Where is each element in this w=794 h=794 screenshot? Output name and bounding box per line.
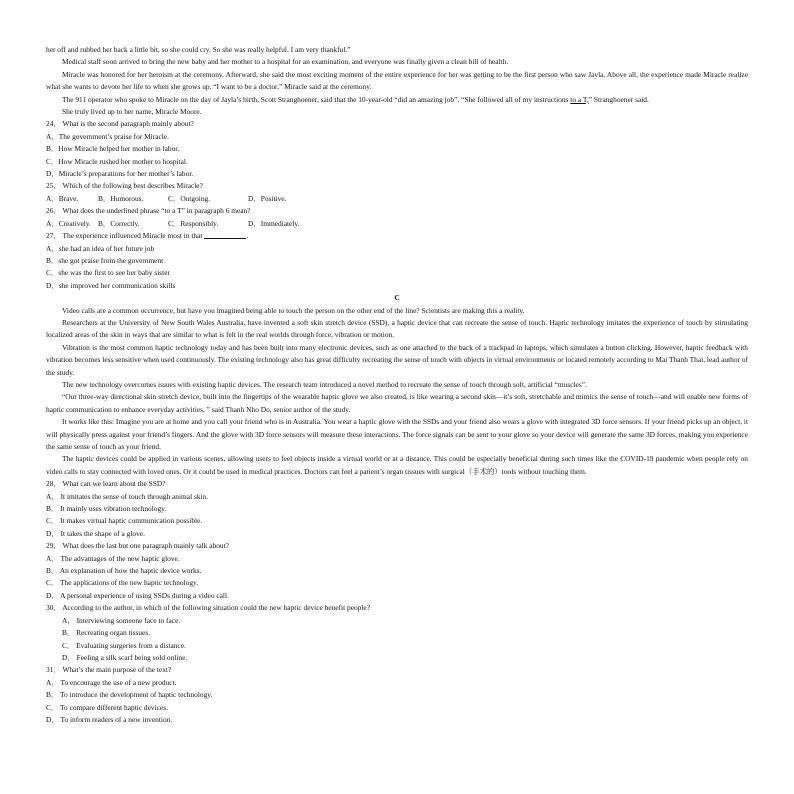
question-31-option-b: B． To introduce the development of haptic technology.: [46, 690, 213, 700]
question-26-stem: 26． What does the underlined phrase “to a T” in paragraph 6 mean?: [46, 206, 251, 216]
question-25-option-a: A．Brave.: [46, 193, 79, 203]
question-29-option-d: D． A personal experience of using SSDs during a video call.: [46, 590, 229, 600]
operator-quote-text: The 911 operator who spoke to Miracle on the day of Jayla’s birth, Scott Stranghoener, said that the 10-year-old “did an amazing job”. “She followed all of my instructions: [62, 94, 569, 104]
question-25-option-c: C．Outgoing.: [168, 193, 211, 203]
question-25-stem: 25． Which of the following best describes Miracle?: [46, 181, 203, 191]
question-27-option-d: D．she improved her communication skills: [46, 280, 176, 290]
passage-c-paragraph-5: “Our three-way directional skin stretch device, built into the fingertips of the wearable haptic glove we also created, is like wearing a second skin—it’s soft, stretchable and mimics the sense of touch—and will enable new forms of haptic communication to enhance everyday activities, ” said Thanh Nho Do, senior author of the study.: [46, 392, 748, 414]
question-25-options: [46, 193, 748, 205]
question-28-stem: 28． What can we learn about the SSD?: [46, 479, 166, 489]
question-31-option-a: A． To encourage the use of a new product.: [46, 677, 177, 687]
question-24-option-b: B．How Miracle helped her mother in labor.: [46, 144, 180, 154]
question-26-option-d: D．Immediately.: [248, 218, 300, 228]
passage-c-paragraph-6: It works like this: Imagine you are at home and you call your friend who is in Australia. You wear a haptic glove with the SSDs and your friend also wears a glove with integrated 3D force sensors. If your friend picks up an object, it will physically press against your friend’s fingers. And the glove with 3D force sensors will measure these interactions. The force signals can be sent to your glove so your device will generate the same 3D forces, making you experience the same sense of touch as your friend.: [46, 417, 748, 451]
passage-b-line-2: Medical staff soon arrived to bring the new baby and her mother to a hospital for an examination, and everyone was finally given a clean bill of health.: [62, 57, 509, 67]
question-27-option-b: B．she got praise from the government: [46, 255, 164, 265]
operator-quote-end: ” Stranghoener said.: [588, 94, 649, 104]
underlined-phrase-to-a-t: to a T,: [570, 94, 589, 104]
question-24-option-a: A．The government’s praise for Miracle.: [46, 131, 169, 141]
question-27-stem-text: 27． The experience influenced Miracle most in that: [46, 231, 203, 241]
question-24-option-d: D．Miracle’s preparations for her mother’s labor.: [46, 169, 194, 179]
passage-c-paragraph-3: Vibration is the most common haptic technology today and has been built into many electronic devices, such as one attached to the back of a trackpad in laptops, which simulates a button clicking. However, haptic feedback with vibration becomes less sensitive when used continuously. The existing technology also has great difficulty recreating the sense of touch with objects in virtual environments or located remotely according to Mai Thanh Thai, lead author of the study.: [46, 342, 748, 377]
question-27-stem: [46, 230, 748, 242]
question-26-option-c: C．Responsibly.: [168, 218, 219, 228]
question-29-option-c: C． The applications of the new haptic technology.: [46, 578, 199, 588]
question-31-option-c: C． To compare different haptic devices.: [46, 702, 168, 712]
question-29-option-b: B． An explanation of how the haptic device works.: [46, 566, 202, 576]
passage-c-paragraph-4: The new technology overcomes issues with existing haptic devices. The research team introduced a novel method to recreate the sense of touch through soft, artificial “muscles”.: [62, 379, 587, 389]
question-30-option-d: D． Feeling a silk scarf being sold online.: [62, 652, 188, 662]
passage-b-closing-line: She truly lived up to her name, Miracle Moore.: [62, 107, 202, 117]
question-28-option-c: C． It makes virtual haptic communication possible.: [46, 516, 203, 526]
question-29-option-a: A． The advantages of the new haptic glove.: [46, 553, 180, 563]
question-30-option-a: A． Interviewing someone face to face.: [62, 615, 181, 625]
question-27-option-a: A．she had an idea of her future job: [46, 243, 155, 253]
question-26-option-a: A．Creatively.: [46, 218, 91, 228]
passage-b-paragraph-ceremony: Miracle was honored for her heroism at the ceremony. Afterward, she said the most exciting moment of the entire experience for her was getting to be the first person who saw Jayla. Above all, the experience made Miracle realize what she wants to devote her life to when she grows up. “I want to be a doctor,” Miracle said at the ceremony.: [46, 69, 748, 92]
question-24-stem: 24． What is the second paragraph mainly about?: [46, 119, 194, 129]
question-26-option-b: B．Correctly.: [98, 218, 140, 228]
passage-b-line-1: her off and rubbed her back a little bit, so she could cry. So she was really helpful. I am very thankful.”: [46, 45, 351, 54]
question-26-options: [46, 218, 748, 230]
question-27-stem-end: .: [246, 231, 249, 241]
question-31-stem: 31． What’s the main purpose of the text?: [46, 665, 172, 675]
question-28-option-d: D． It takes the shape of a glove.: [46, 528, 145, 538]
question-30-stem: 30． According to the author, in which of the following situation could the new haptic device benefit people?: [46, 603, 370, 613]
question-30-option-c: C． Evaluating surgeries from a distance.: [62, 640, 186, 650]
question-24-option-c: C．How Miracle rushed her mother to hospital.: [46, 156, 188, 166]
question-31-option-d: D． To inform readers of a new invention.: [46, 714, 173, 724]
question-28-option-a: A． It imitates the sense of touch through animal skin.: [46, 491, 209, 501]
question-27-option-c: C．she was the first to see her baby sister: [46, 268, 170, 278]
question-25-option-d: D．Positive.: [248, 193, 287, 203]
question-30-option-b: B． Recreating organ tissues.: [62, 628, 151, 638]
passage-c-paragraph-7: The haptic devices could be applied in various scenes, allowing users to feel objects inside a virtual world or at a distance. This could be especially beneficial during such times like the COVID-19 pandemic when people rely on video calls to stay connected with loved ones. Or it could be used in medical practices. Doctors can feel a patient’s organ tissues with surgical（手术的）tools without touching them.: [46, 454, 748, 476]
passage-b-paragraph-operator: [46, 94, 748, 106]
passage-c-paragraph-1: Video calls are a common occurrence, but have you imagined being able to touch the person on the other end of the line? Scientists are making this a reality.: [62, 305, 525, 315]
question-28-option-b: B． It mainly uses vibration technology.: [46, 504, 167, 514]
question-25-option-b: B．Humorous.: [98, 193, 144, 203]
answer-blank: [204, 230, 249, 241]
question-29-stem: 29． What does the last but one paragraph mainly talk about?: [46, 541, 229, 551]
passage-c-paragraph-2: Researchers at the University of New South Wales Australia, have invented a soft skin stretch device (SSD), a haptic device that can recreate the sense of touch. Haptic technology imitates the experience of touch by stimulating localized areas of the skin in ways that are similar to what is felt in the real worlds through force, vibration or motion.: [46, 317, 748, 340]
section-c-heading: C: [394, 293, 400, 303]
